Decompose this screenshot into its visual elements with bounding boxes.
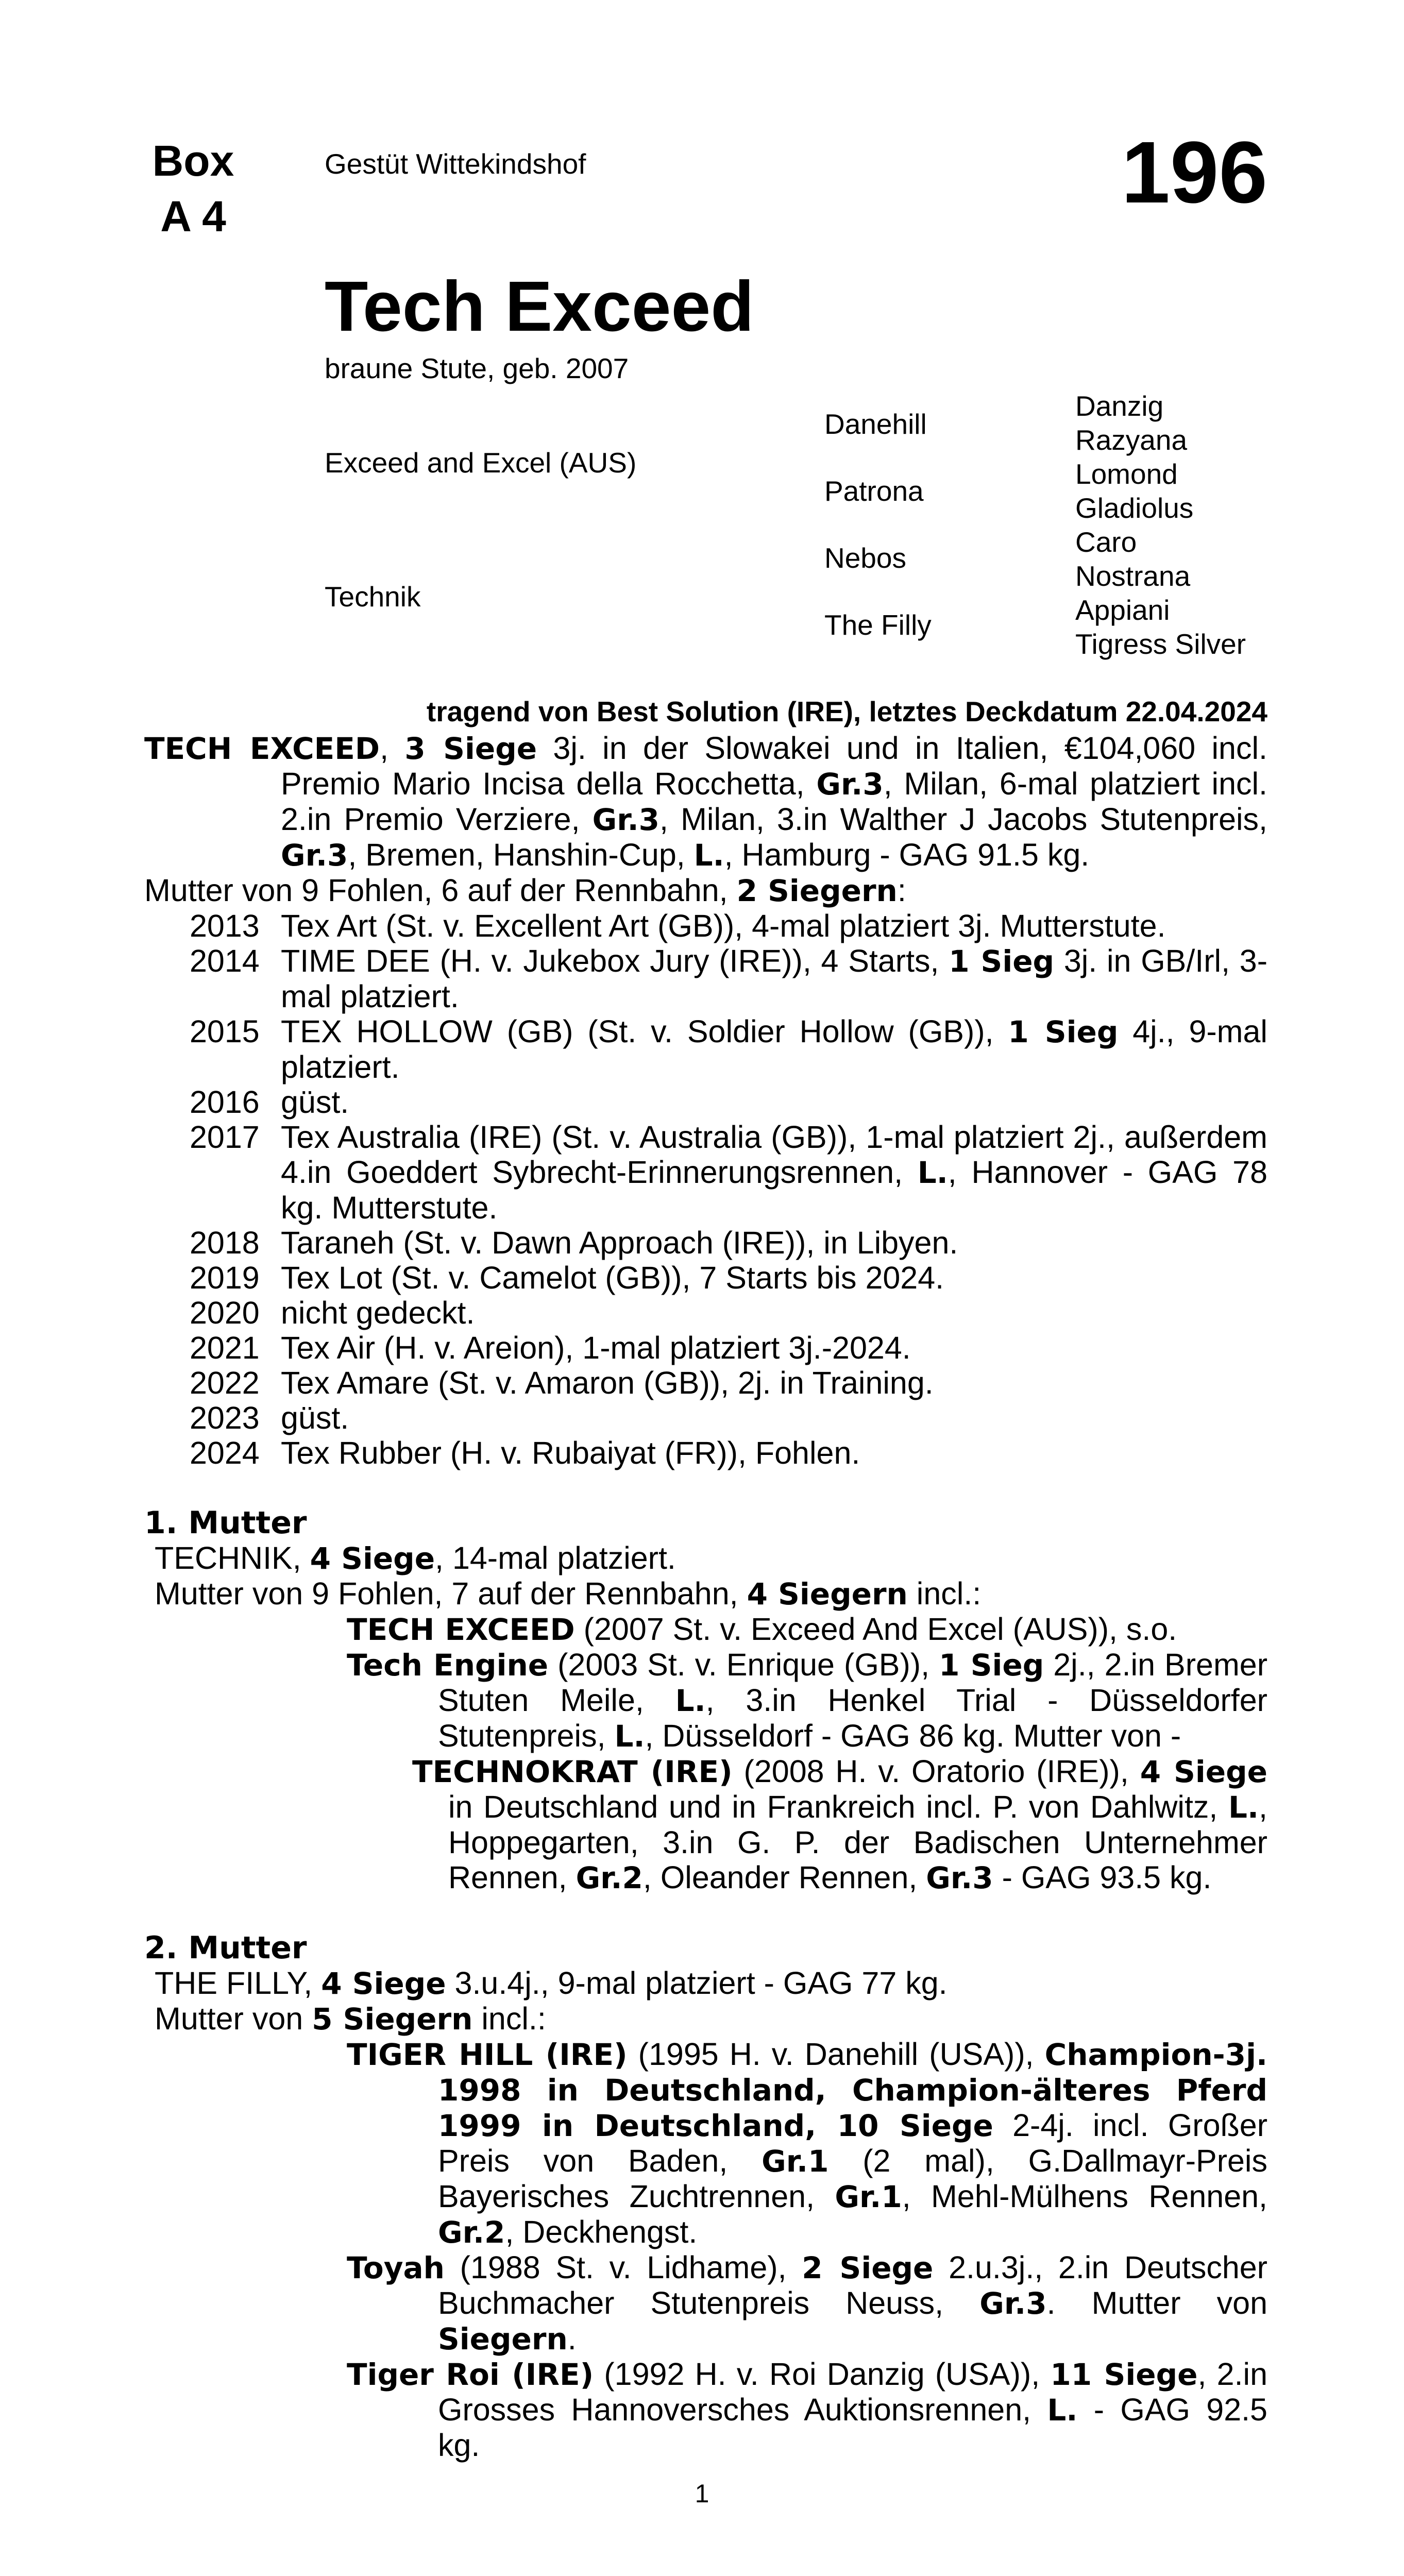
horse-description: braune Stute, geb. 2007 — [325, 352, 629, 384]
pedigree-sire: Exceed and Excel (AUS) — [325, 447, 637, 479]
produce-list — [144, 908, 1267, 1470]
first-dam-offspring: Tech Engine (2003 St. v. Enrique (GB)), 1 Sieg 2j., 2.in Bremer Stuten Meile, L., 3.in Henkel Trial - Düsseldorfer Stutenpreis, L., Düsseldorf - GAG 86 kg. Mutter von - — [347, 1647, 1268, 1754]
covering-note: tragend von Best Solution (IRE), letztes Deckdatum 22.04.2024 — [426, 696, 1267, 727]
racing-record: TECH EXCEED, 3 Siege 3j. in der Slowakei und in Italien, €104,060 incl. Premio Mario Incisa della Rocchetta, Gr.3, Milan, 6-mal platziert incl. 2.in Premio Verziere, Gr.3, Milan, 3.in Walther J Jacobs Stutenpreis, Gr.3, Bremen, Hanshin-Cup, L., Hamburg - GAG 91.5 kg. — [144, 731, 1267, 873]
pedigree-great-grandparent: Lomond — [1075, 458, 1178, 490]
pedigree-great-grandparent: Appiani — [1075, 594, 1170, 626]
second-dam-offspring: Toyah (1988 St. v. Lidhame), 2 Siege 2.u.3j., 2.in Deutscher Buchmacher Stutenpreis Neuss, Gr.3. Mutter von Siegern. — [347, 2250, 1267, 2357]
pedigree-great-grandparent: Caro — [1075, 526, 1137, 558]
second-dam-offspring: TIGER HILL (IRE) (1995 H. v. Danehill (USA)), Champion-3j. 1998 in Deutschland, Champion-älteres Pferd 1999 in Deutschland, 10 Siege 2-4j. incl. Großer Preis von Baden, Gr.1 (2 mal), G.Dallmayr-Preis Bayerisches Zuchtrennen, Gr.1, Mehl-Mülhens Rennen, Gr.2, Deckhengst. — [347, 2037, 1268, 2250]
produce-item: 2021 Tex Air (H. v. Areion), 1-mal platziert 3j.-2024. — [190, 1330, 911, 1365]
produce-item: 2018 Taraneh (St. v. Dawn Approach (IRE)), in Libyen. — [190, 1225, 958, 1260]
first-dam-heading: 1. Mutter — [144, 1505, 307, 1541]
produce-item: 2015 TEX HOLLOW (GB) (St. v. Soldier Hollow (GB)), 1 Sieg 4j., 9-mal platziert. — [190, 1014, 1267, 1084]
pedigree-dam-dam: The Filly — [824, 609, 932, 641]
pedigree-great-grandparent: Razyana — [1075, 424, 1188, 456]
first-dam-grand-offspring: TECHNOKRAT (IRE) (2008 H. v. Oratorio (IRE)), 4 Siege in Deutschland und in Frankreich incl. P. von Dahlwitz, L., Hoppegarten, 3.in G. P. der Badischen Unternehmer Rennen, Gr.2, Oleander Rennen, Gr.3 - GAG 93.5 kg. — [412, 1754, 1267, 1895]
box-label-line2: A 4 — [160, 192, 226, 241]
first-dam-produce-summary: Mutter von 9 Fohlen, 7 auf der Rennbahn, 4 Siegern incl.: — [155, 1576, 982, 1612]
pedigree-great-grandparent: Danzig — [1075, 390, 1164, 422]
produce-summary: Mutter von 9 Fohlen, 6 auf der Rennbahn, 2 Siegern: — [144, 873, 906, 908]
horse-name: Tech Exceed — [325, 267, 754, 346]
pedigree-sire-sire: Danehill — [824, 408, 927, 440]
pedigree-great-grandparent: Nostrana — [1075, 560, 1191, 592]
produce-item: 2023 güst. — [190, 1400, 349, 1435]
page-number: 1 — [695, 2479, 709, 2508]
first-dam-offspring: TECH EXCEED (2007 St. v. Exceed And Excel (AUS)), s.o. — [347, 1612, 1177, 1647]
second-dam-produce-summary: Mutter von 5 Siegern incl.: — [155, 2001, 546, 2037]
produce-item: 2022 Tex Amare (St. v. Amaron (GB)), 2j. in Training. — [190, 1365, 934, 1400]
box-label — [144, 133, 242, 244]
produce-item: 2013 Tex Art (St. v. Excellent Art (GB)), 4-mal platziert 3j. Mutterstute. — [190, 908, 1166, 943]
produce-item: 2020 nicht gedeckt. — [190, 1295, 475, 1330]
second-dam-heading: 2. Mutter — [144, 1930, 307, 1966]
stud-farm: Gestüt Wittekindshof — [325, 148, 586, 180]
produce-item: 2017 Tex Australia (IRE) (St. v. Australia (GB)), 1-mal platziert 2j., außerdem 4.in Goeddert Sybrecht-Erinnerungsrennen, L., Hannover - GAG 78 kg. Mutterstute. — [190, 1120, 1267, 1225]
lot-number: 196 — [1121, 124, 1267, 222]
first-dam-record: TECHNIK, 4 Siege, 14-mal platziert. — [155, 1540, 676, 1576]
pedigree-sire-dam: Patrona — [824, 475, 924, 507]
second-dam-section — [144, 1930, 1267, 2463]
pedigree-dam-sire: Nebos — [824, 542, 906, 574]
produce-item: 2024 Tex Rubber (H. v. Rubaiyat (FR)), Fohlen. — [190, 1435, 860, 1470]
second-dam-record: THE FILLY, 4 Siege 3.u.4j., 9-mal platziert - GAG 77 kg. — [155, 1965, 948, 2001]
catalogue-body — [144, 731, 1267, 2463]
second-dam-offspring: Tiger Roi (IRE) (1992 H. v. Roi Danzig (USA)), 11 Siege, 2.in Grosses Hannoversches Auktionsrennen, L. - GAG 92.5 kg. — [347, 2357, 1268, 2463]
produce-item: 2014 TIME DEE (H. v. Jukebox Jury (IRE)), 4 Starts, 1 Sieg 3j. in GB/Irl, 3-mal platziert. — [190, 943, 1268, 1014]
first-dam-section — [144, 1505, 1267, 1895]
produce-item: 2016 güst. — [190, 1084, 349, 1120]
pedigree-dam: Technik — [325, 581, 421, 613]
pedigree-great-grandparent: Gladiolus — [1075, 492, 1194, 524]
box-label-line1: Box — [152, 137, 234, 185]
pedigree-great-grandparent: Tigress Silver — [1075, 628, 1246, 660]
produce-item: 2019 Tex Lot (St. v. Camelot (GB)), 7 Starts bis 2024. — [190, 1260, 944, 1295]
